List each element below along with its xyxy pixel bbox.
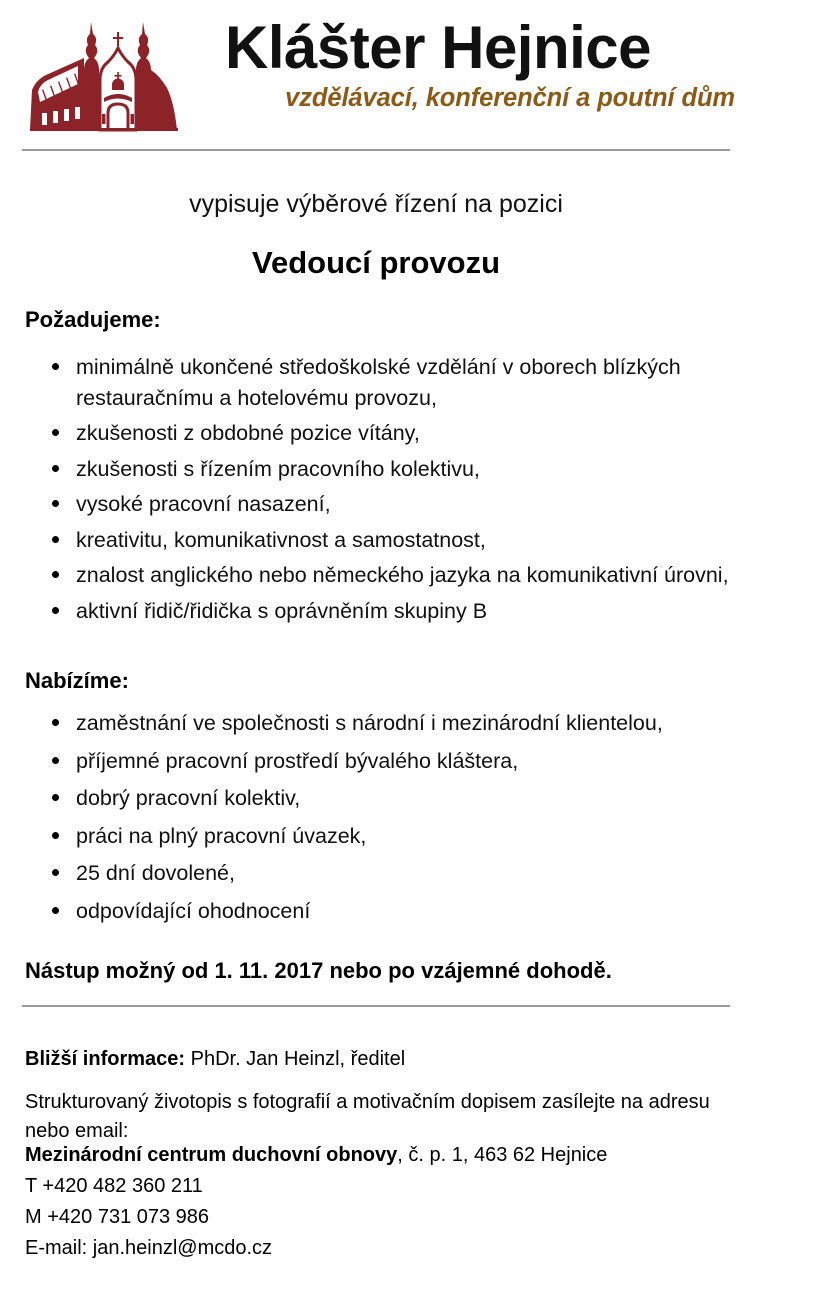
list-item <box>40 858 730 889</box>
list-item-text: práci na plný pracovní úvazek, <box>76 823 367 848</box>
list-item-text: zaměstnání ve společnosti s národní i mezinárodní klientelou, <box>76 711 663 735</box>
list-item-text: minimálně ukončené středoškolské vzdělání v oborech blízkých restauračnímu a hotelovému provozu, <box>76 355 681 410</box>
list-item <box>40 821 730 852</box>
contact-address-block <box>25 1140 725 1264</box>
list-item <box>40 896 730 927</box>
list-item-text: vysoké pracovní nasazení, <box>76 492 331 517</box>
list-item-text: znalost anglického nebo německého jazyka na komunikativní úrovni, <box>76 563 729 588</box>
bullet-dot-icon <box>52 907 59 914</box>
brand-subtitle: vzdělávací, konferenční a poutní dům <box>285 84 735 112</box>
list-item <box>40 746 730 777</box>
brand-block <box>225 14 735 113</box>
instructions-line-2: nebo email: <box>25 1120 129 1142</box>
monastery-church-logo-icon <box>22 18 197 138</box>
list-item <box>40 596 730 627</box>
bullet-dot-icon <box>52 465 59 472</box>
bullet-dot-icon <box>52 536 59 543</box>
bullet-dot-icon <box>52 429 59 436</box>
organization-name: Mezinárodní centrum duchovní obnovy <box>25 1144 398 1166</box>
email-line[interactable]: E-mail: jan.heinzl@mcdo.cz <box>25 1237 273 1259</box>
offer-heading: Nabízíme: <box>25 668 129 693</box>
bullet-dot-icon <box>52 363 59 370</box>
list-item <box>40 352 730 413</box>
phone-line: T +420 482 360 211 <box>25 1175 203 1197</box>
organization-line <box>25 1140 725 1171</box>
bullet-dot-icon <box>52 832 59 839</box>
list-item-text: aktivní řidič/řidička s oprávněním skupiny B <box>76 598 488 623</box>
list-item-text: dobrý pracovní kolektiv, <box>76 786 301 811</box>
bullet-dot-icon <box>52 571 59 578</box>
footer-divider <box>22 1005 730 1007</box>
contact-info-label: Bližší informace: <box>25 1048 186 1070</box>
document-header <box>0 0 840 150</box>
brand-title: Klášter Hejnice <box>225 14 652 81</box>
list-item-text: 25 dní dovolené, <box>76 861 235 886</box>
contact-person-line <box>25 1045 725 1073</box>
requirements-list <box>40 352 730 631</box>
contact-info-value: PhDr. Jan Heinzl, ředitel <box>185 1048 406 1070</box>
list-item <box>40 489 730 520</box>
start-date-line: Nástup možný od 1. 11. 2017 nebo po vzájemné dohodě. <box>25 958 612 983</box>
list-item-text: zkušenosti s řízením pracovního kolektivu, <box>76 456 480 481</box>
list-item-text: zkušenosti z obdobné pozice vítány, <box>76 421 420 446</box>
mobile-line: M +420 731 073 986 <box>25 1206 210 1228</box>
bullet-dot-icon <box>52 757 59 764</box>
application-instructions <box>25 1088 725 1146</box>
bullet-dot-icon <box>52 869 59 876</box>
bullet-dot-icon <box>52 794 59 801</box>
bullet-dot-icon <box>52 607 59 614</box>
instructions-line-1: Strukturovaný životopis s fotografií a motivačním dopisem zasílejte na adresu <box>25 1091 710 1113</box>
offer-list <box>40 708 730 933</box>
list-item <box>40 525 730 556</box>
header-divider <box>22 149 730 151</box>
list-item <box>40 418 730 449</box>
bullet-dot-icon <box>52 719 59 726</box>
list-item <box>40 708 730 739</box>
list-item-text: odpovídající ohodnocení <box>76 898 311 923</box>
bullet-dot-icon <box>52 500 59 507</box>
list-item-text: příjemné pracovní prostředí bývalého kláštera, <box>76 748 519 773</box>
list-item <box>40 783 730 814</box>
job-title: Vedoucí provozu <box>251 245 501 280</box>
list-item-text: kreativitu, komunikativnost a samostatnost, <box>76 527 486 552</box>
requirements-heading: Požadujeme: <box>25 307 161 332</box>
lead-line: vypisuje výběrové řízení na pozici <box>189 190 563 218</box>
list-item <box>40 560 730 591</box>
organization-address: , č. p. 1, 463 62 Hejnice <box>397 1144 608 1166</box>
list-item <box>40 454 730 485</box>
